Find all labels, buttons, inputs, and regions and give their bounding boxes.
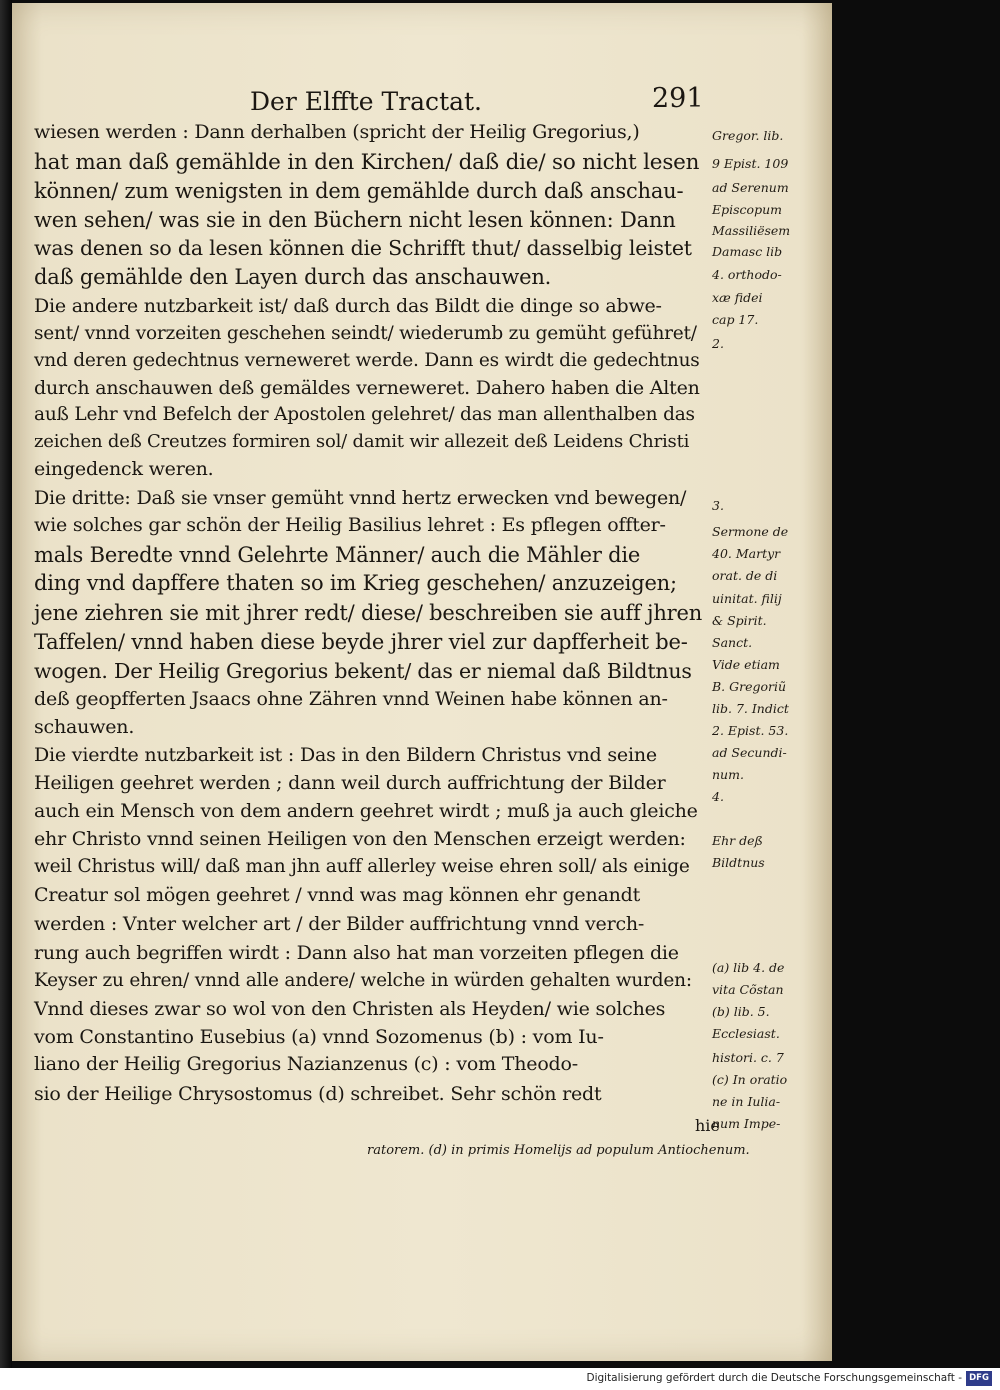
body-line: liano der Heilig Gregorius Nazianzenus (c) : vom Theodo- [34, 1053, 578, 1075]
running-head: Der Elffte Tractat. [250, 87, 483, 116]
margin-note: ad Serenum [712, 180, 789, 195]
body-line: ding vnd dapffere thaten so im Krieg geschehen/ anzuzeigen; [34, 571, 677, 595]
credit-bar [0, 1368, 1000, 1390]
body-line: Vnnd dieses zwar so wol von den Christen als Heyden/ wie solches [34, 998, 666, 1020]
margin-note: Bildtnus [712, 855, 765, 870]
body-line: Die vierdte nutzbarkeit ist : Das in den Bildern Christus vnd seine [34, 744, 657, 766]
page-number: 291 [652, 83, 704, 114]
margin-note: 40. Martyr [712, 546, 781, 561]
margin-note: Episcopum [712, 202, 782, 217]
body-line: schauwen. [34, 716, 135, 738]
body-line: Heiligen geehret werden ; dann weil durch auffrichtung der Bilder [34, 772, 666, 794]
dfg-logo: DFG [966, 1371, 992, 1386]
body-line: weil Christus will/ daß man jhn auff allerley weise ehren soll/ als einige [34, 856, 690, 877]
body-line: auch ein Mensch von dem andern geehret wirdt ; muß ja auch gleiche [34, 800, 698, 822]
body-line: Die dritte: Daß sie vnser gemüht vnnd hertz erwecken vnd bewegen/ [34, 487, 687, 509]
margin-note: 2. [712, 336, 724, 351]
margin-note: Ecclesiast. [712, 1026, 780, 1041]
catchword: hie [695, 1116, 720, 1135]
body-line: Creatur sol mögen geehret / vnnd was mag können ehr genandt [34, 884, 641, 906]
body-line: deß geopfferten Jsaacs ohne Zähren vnnd Weinen habe können an- [34, 688, 668, 710]
margin-note: xæ fidei [712, 290, 763, 305]
margin-note: ad Secundi- [712, 745, 787, 760]
body-line: mals Beredte vnnd Gelehrte Männer/ auch die Mähler die [34, 543, 641, 567]
margin-note: vita Cõstan [712, 982, 784, 997]
credit-text: Digitalisierung gefördert durch die Deutsche Forschungsgemeinschaft - [586, 1372, 962, 1384]
body-line: Die andere nutzbarkeit ist/ daß durch das Bildt die dinge so abwe- [34, 295, 662, 317]
margin-note: Damasc lib [712, 244, 783, 259]
body-line: sio der Heilige Chrysostomus (d) schreibet. Sehr schön redt [34, 1083, 602, 1105]
margin-note: & Spirit. [712, 613, 767, 628]
margin-note: lib. 7. Indict [712, 701, 789, 716]
margin-note: Vide etiam [712, 657, 780, 672]
body-line: werden : Vnter welcher art / der Bilder auffrichtung vnnd verch- [34, 913, 645, 935]
body-line: zeichen deß Creutzes formiren sol/ damit wir allezeit deß Leidens Christi [34, 431, 690, 452]
body-line: vom Constantino Eusebius (a) vnnd Sozomenus (b) : vom Iu- [34, 1026, 604, 1048]
margin-note: 4. [712, 789, 724, 804]
body-line: auß Lehr vnd Befelch der Apostolen gelehret/ das man allenthalben das [34, 404, 695, 425]
body-line: eingedenck weren. [34, 458, 214, 480]
body-line: hat man daß gemählde in den Kirchen/ daß die/ so nicht lesen [34, 150, 700, 175]
body-line: daß gemählde den Layen durch das anschauwen. [34, 265, 552, 289]
footnote: ratorem. (d) in primis Homelijs ad populum Antiochenum. [367, 1143, 750, 1158]
margin-note: (c) In oratio [712, 1072, 788, 1087]
margin-note: 4. orthodo- [712, 267, 782, 282]
margin-note: orat. de di [712, 568, 778, 583]
margin-note: 9 Epist. 109 [712, 156, 789, 171]
margin-note: (b) lib. 5. [712, 1004, 770, 1019]
margin-note: (a) lib 4. de [712, 960, 785, 975]
margin-note: uinitat. filij [712, 591, 782, 606]
margin-note: 2. Epist. 53. [712, 723, 789, 738]
body-line: durch anschauwen deß gemäldes verneweret. Dahero haben die Alten [34, 377, 700, 399]
body-line: Taffelen/ vnnd haben diese beyde jhrer viel zur dapfferheit be- [34, 630, 688, 654]
margin-note: ne in Iulia- [712, 1094, 781, 1109]
margin-note: B. Gregoriũ [712, 679, 787, 694]
margin-note: num. [712, 767, 744, 782]
book-spine [0, 0, 12, 1368]
body-line: wen sehen/ was sie in den Büchern nicht lesen können: Dann [34, 208, 676, 232]
body-line: rung auch begriffen wirdt : Dann also hat man vorzeiten pflegen die [34, 942, 679, 964]
book-page [12, 3, 832, 1361]
margin-note: 3. [712, 498, 724, 513]
margin-note: Sermone de [712, 524, 789, 539]
margin-note: Ehr deß [712, 833, 763, 848]
body-line: Keyser zu ehren/ vnnd alle andere/ welche in würden gehalten wurden: [34, 970, 692, 991]
margin-note: num Impe- [712, 1116, 781, 1131]
body-line: wiesen werden : Dann derhalben (spricht der Heilig Gregorius,) [34, 121, 640, 143]
body-line: jene ziehren sie mit jhrer redt/ diese/ beschreiben sie auff jhren [34, 601, 703, 625]
body-line: wogen. Der Heilig Gregorius bekent/ das er niemal daß Bildtnus [34, 659, 692, 683]
body-line: sent/ vnnd vorzeiten geschehen seindt/ wiederumb zu gemüht geführet/ [34, 323, 697, 344]
body-line: ehr Christo vnnd seinen Heiligen von den Menschen erzeigt werden: [34, 828, 686, 850]
body-line: wie solches gar schön der Heilig Basilius lehret : Es pflegen offter- [34, 514, 666, 536]
body-line: vnd deren gedechtnus verneweret werde. Dann es wirdt die gedechtnus [34, 350, 700, 371]
margin-note: Gregor. lib. [712, 128, 784, 143]
body-line: können/ zum wenigsten in dem gemählde durch daß anschau- [34, 179, 684, 203]
margin-note: cap 17. [712, 312, 759, 327]
margin-note: histori. c. 7 [712, 1050, 784, 1065]
margin-note: Sanct. [712, 635, 753, 650]
margin-note: Massiliësem [712, 223, 791, 238]
body-line: was denen so da lesen können die Schrifft thut/ dasselbig leistet [34, 236, 692, 260]
